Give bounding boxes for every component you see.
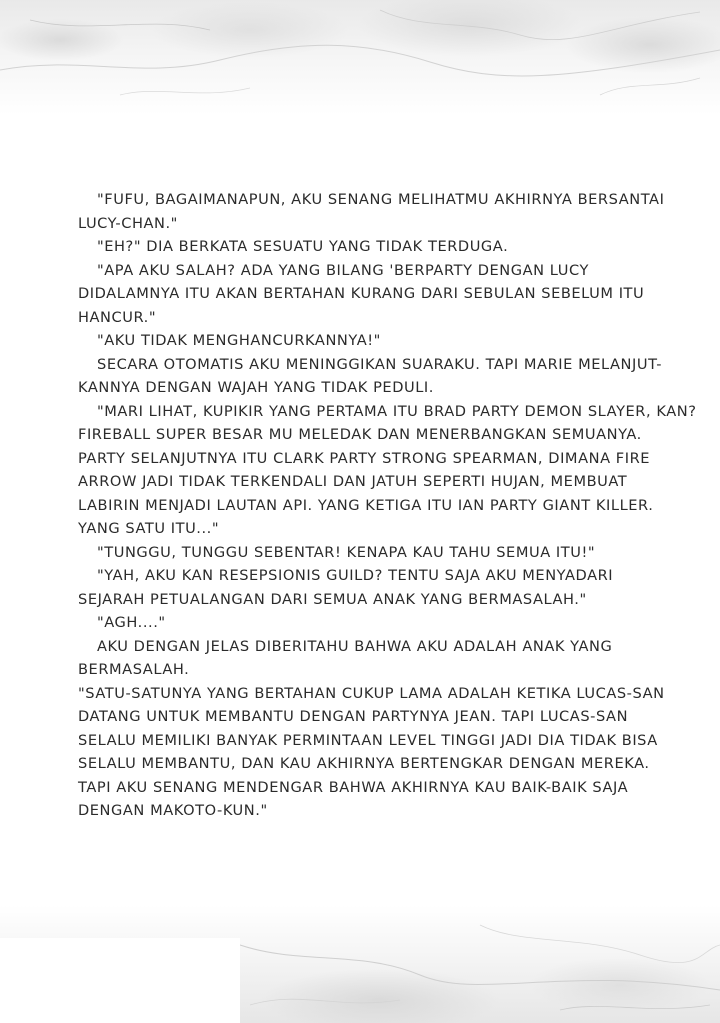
text-line: FIREBALL SUPER BESAR MU MELEDAK DAN MENERBANGKAN SEMUANYA. [78,426,642,443]
text-line: SELALU MEMBANTU, DAN KAU AKHIRNYA BERTENGKAR DENGAN MEREKA. [78,755,650,772]
text-line: "AKU TIDAK MENGHANCURKANNYA!" [97,332,381,349]
text-line: "MARI LIHAT, KUPIKIR YANG PERTAMA ITU BRAD PARTY DEMON SLAYER, KAN? [97,402,697,420]
text-line: KANNYA DENGAN WAJAH YANG TIDAK PEDULI. [78,379,434,396]
text-line: "APA AKU SALAH? ADA YANG BILANG 'BERPARTY DENGAN LUCY [97,261,589,279]
marble-texture-top [0,0,720,115]
text-line: TAPI AKU SENANG MENDENGAR BAHWA AKHIRNYA KAU BAIK-BAIK SAJA [78,778,629,796]
text-line: HANCUR." [78,308,157,326]
text-line: "AGH...." [97,614,166,631]
text-line: "YAH, AKU KAN RESEPSIONIS GUILD? TENTU SAJA AKU MENYADARI [97,567,614,584]
text-line: BERMASALAH. [78,661,190,678]
text-line: AKU DENGAN JELAS DIBERITAHU BAHWA AKU ADALAH ANAK YANG [97,637,613,655]
text-line: DATANG UNTUK MEMBANTU DENGAN PARTYNYA JEAN. TAPI LUCAS-SAN [78,708,629,725]
marble-veins-top [0,0,720,115]
text-line: PARTY SELANJUTNYA ITU CLARK PARTY STRONG SPEARMAN, DIMANA FIRE [78,449,651,467]
text-line: SEJARAH PETUALANGAN DARI SEMUA ANAK YANG BERMASALAH." [78,590,587,608]
text-line: "EH?" DIA BERKATA SESUATU YANG TIDAK TERDUGA. [97,238,509,255]
text-line: SECARA OTOMATIS AKU MENINGGIKAN SUARAKU. TAPI MARIE MELANJUT- [97,355,663,373]
text-line: "SATU-SATUNYA YANG BERTAHAN CUKUP LAMA ADALAH KETIKA LUCAS-SAN [78,684,665,702]
blank-corner-patch [0,938,240,1023]
text-line: SELALU MEMILIKI BANYAK PERMINTAAN LEVEL TINGGI JADI DIA TIDAK BISA [78,731,658,749]
text-line: DIDALAMNYA ITU AKAN BERTAHAN KURANG DARI SEBULAN SEBELUM ITU [78,285,645,302]
text-line: ARROW JADI TIDAK TERKENDALI DAN JATUH SEPERTI HUJAN, MEMBUAT [78,473,628,490]
text-line: LUCY-CHAN." [78,214,178,232]
novel-text-body [78,188,697,823]
text-line: "TUNGGU, TUNGGU SEBENTAR! KENAPA KAU TAHU SEMUA ITU!" [97,543,596,561]
text-line: LABIRIN MENJADI LAUTAN API. YANG KETIGA ITU IAN PARTY GIANT KILLER. [78,496,654,514]
text-line: YANG SATU ITU..." [78,520,220,537]
text-line: "FUFU, BAGAIMANAPUN, AKU SENANG MELIHATMU AKHIRNYA BERSANTAI [97,191,665,208]
text-line: DENGAN MAKOTO-KUN." [78,802,268,819]
